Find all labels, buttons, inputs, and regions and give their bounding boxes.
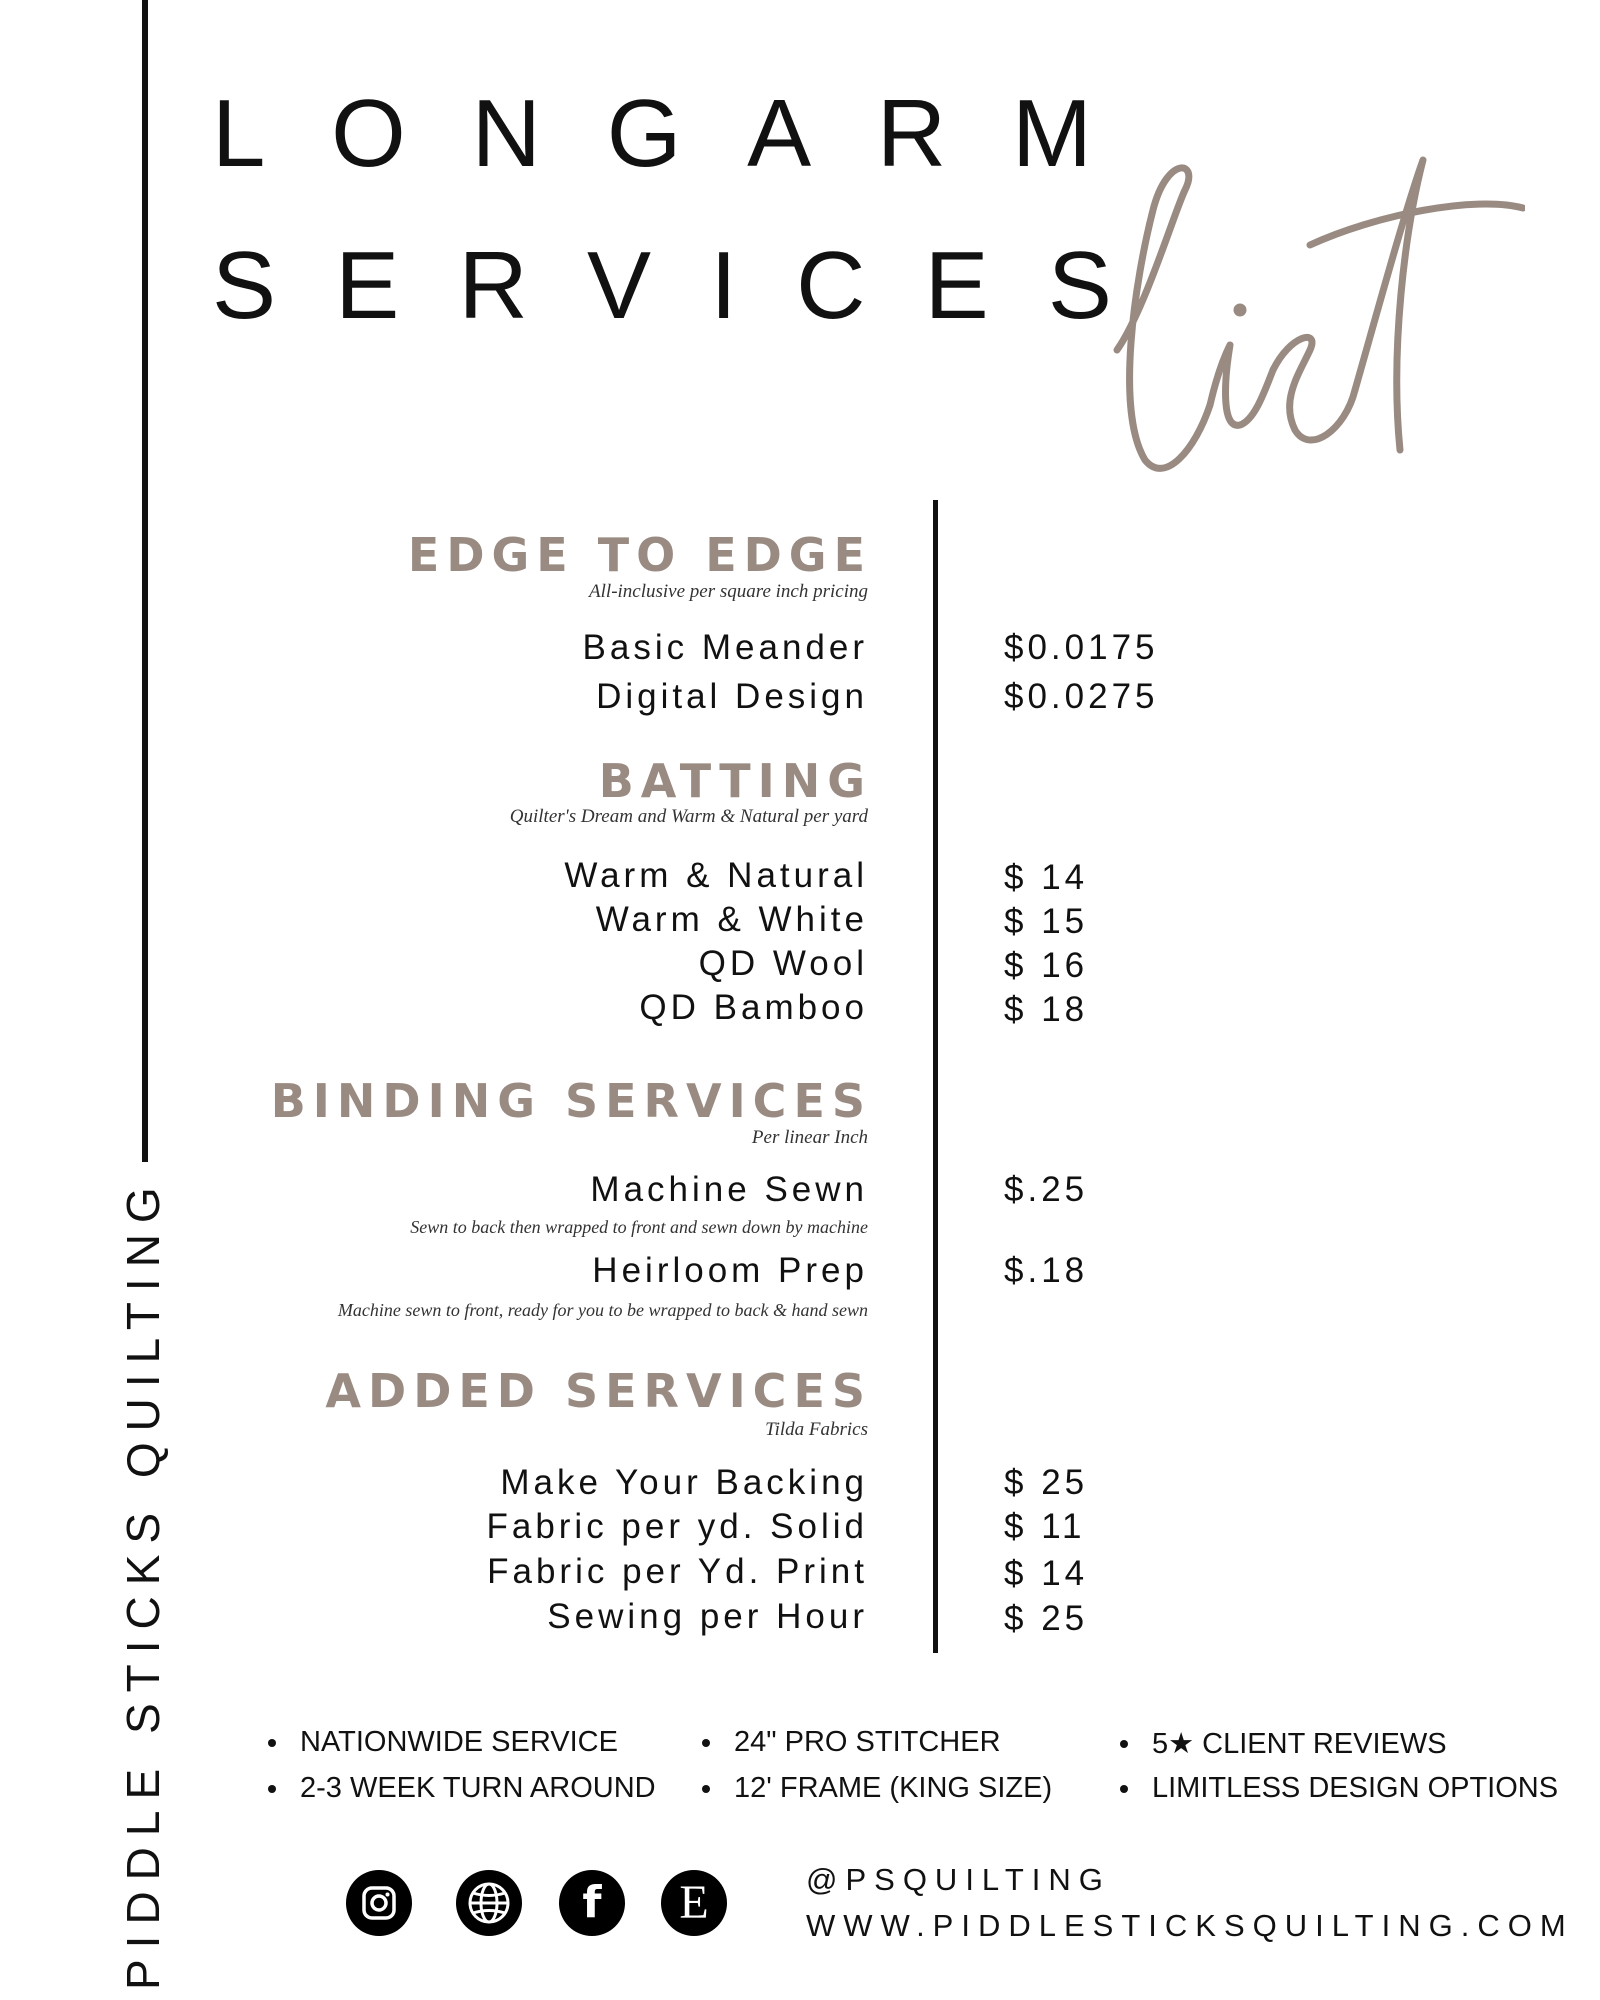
service-label: Warm & Natural <box>564 856 868 895</box>
title-letter: I <box>710 232 737 339</box>
facebook-icon[interactable] <box>559 1870 625 1936</box>
title-letter: C <box>796 232 866 339</box>
title-letter: S <box>1047 232 1112 339</box>
title-line-1 <box>212 80 1092 187</box>
feature-item: LIMITLESS DESIGN OPTIONS <box>1120 1772 1558 1805</box>
service-label: QD Wool <box>698 944 868 983</box>
service-price: $ 11 <box>1004 1507 1086 1546</box>
facebook-glyph: f <box>582 1877 602 1928</box>
etsy-glyph: E <box>679 1876 709 1929</box>
title-letter: L <box>212 80 266 187</box>
feature-item: 5★ CLIENT REVIEWS <box>1120 1726 1447 1761</box>
feature-item: 12' FRAME (KING SIZE) <box>702 1772 1052 1805</box>
bullet-icon <box>1120 1740 1128 1748</box>
website-link[interactable]: WWW.PIDDLESTICKSQUILTING.COM <box>806 1908 1574 1943</box>
service-price: $.25 <box>1004 1170 1089 1209</box>
section-subtitle: Tilda Fabrics <box>765 1419 868 1440</box>
feature-item: NATIONWIDE SERVICE <box>268 1726 618 1759</box>
service-note: Machine sewn to front, ready for you to be wrapped to back & hand sewn <box>337 1300 868 1320</box>
center-divider <box>933 500 938 1653</box>
section-subtitle: All-inclusive per square inch pricing <box>589 581 868 602</box>
section-heading-added-services: ADDED SERVICES <box>325 1364 872 1418</box>
social-handle[interactable]: @PSQUILTING <box>806 1862 1111 1897</box>
instagram-icon[interactable] <box>346 1870 412 1936</box>
title-letter: A <box>747 80 812 187</box>
left-divider <box>142 0 148 1162</box>
bullet-icon <box>268 1739 276 1747</box>
title-letter: R <box>876 80 947 187</box>
title-letter: N <box>471 80 541 187</box>
section-heading-binding-services: BINDING SERVICES <box>270 1074 872 1128</box>
title-letter: R <box>458 232 528 339</box>
service-label: Sewing per Hour <box>547 1597 868 1636</box>
feature-item: 24" PRO STITCHER <box>702 1726 1001 1759</box>
service-price: $ 14 <box>1004 858 1089 897</box>
service-price: $0.0275 <box>1004 677 1159 716</box>
section-subtitle: Quilter's Dream and Warm & Natural per yard <box>509 806 868 827</box>
service-label: Digital Design <box>596 677 868 716</box>
service-label: Machine Sewn <box>590 1170 868 1209</box>
service-price: $ 25 <box>1004 1599 1089 1638</box>
service-label: Fabric per yd. Solid <box>486 1507 868 1546</box>
globe-glyph <box>467 1881 511 1925</box>
bullet-icon <box>702 1739 710 1747</box>
service-price: $.18 <box>1004 1251 1089 1290</box>
script-list-lettering <box>1105 150 1525 480</box>
bullet-icon <box>1120 1785 1128 1793</box>
title-letter: E <box>924 232 989 339</box>
instagram-glyph <box>361 1885 397 1921</box>
feature-item: 2-3 WEEK TURN AROUND <box>268 1772 656 1805</box>
service-price: $ 25 <box>1004 1463 1089 1502</box>
bullet-icon <box>702 1785 710 1793</box>
service-label: QD Bamboo <box>639 988 868 1027</box>
service-label: Basic Meander <box>582 628 868 667</box>
globe-icon[interactable] <box>456 1870 522 1936</box>
etsy-icon[interactable] <box>661 1870 727 1936</box>
title-line-2 <box>212 232 1112 339</box>
section-heading-batting: BATTING <box>598 754 872 808</box>
title-letter: V <box>587 232 652 339</box>
title-letter: M <box>1012 80 1092 187</box>
service-price: $ 14 <box>1004 1554 1089 1593</box>
service-price: $ 16 <box>1004 946 1089 985</box>
title-letter: S <box>212 232 277 339</box>
service-label: Make Your Backing <box>500 1463 868 1502</box>
service-price: $ 15 <box>1004 902 1089 941</box>
service-label: Heirloom Prep <box>592 1251 868 1290</box>
section-heading-edge-to-edge: EDGE TO EDGE <box>407 528 872 582</box>
title-letter: O <box>331 80 406 187</box>
service-price: $0.0175 <box>1004 628 1159 667</box>
title-letter: G <box>606 80 682 187</box>
title-letter: E <box>335 232 400 339</box>
section-subtitle: Per linear Inch <box>751 1127 868 1148</box>
bullet-icon <box>268 1785 276 1793</box>
service-note: Sewn to back then wrapped to front and sewn down by machine <box>410 1217 868 1237</box>
service-price: $ 18 <box>1004 990 1089 1029</box>
brand-name-vertical: PIDDLE STICKS QUILTING <box>117 1176 169 1990</box>
service-label: Fabric per Yd. Print <box>487 1552 868 1591</box>
service-label: Warm & White <box>595 900 868 939</box>
